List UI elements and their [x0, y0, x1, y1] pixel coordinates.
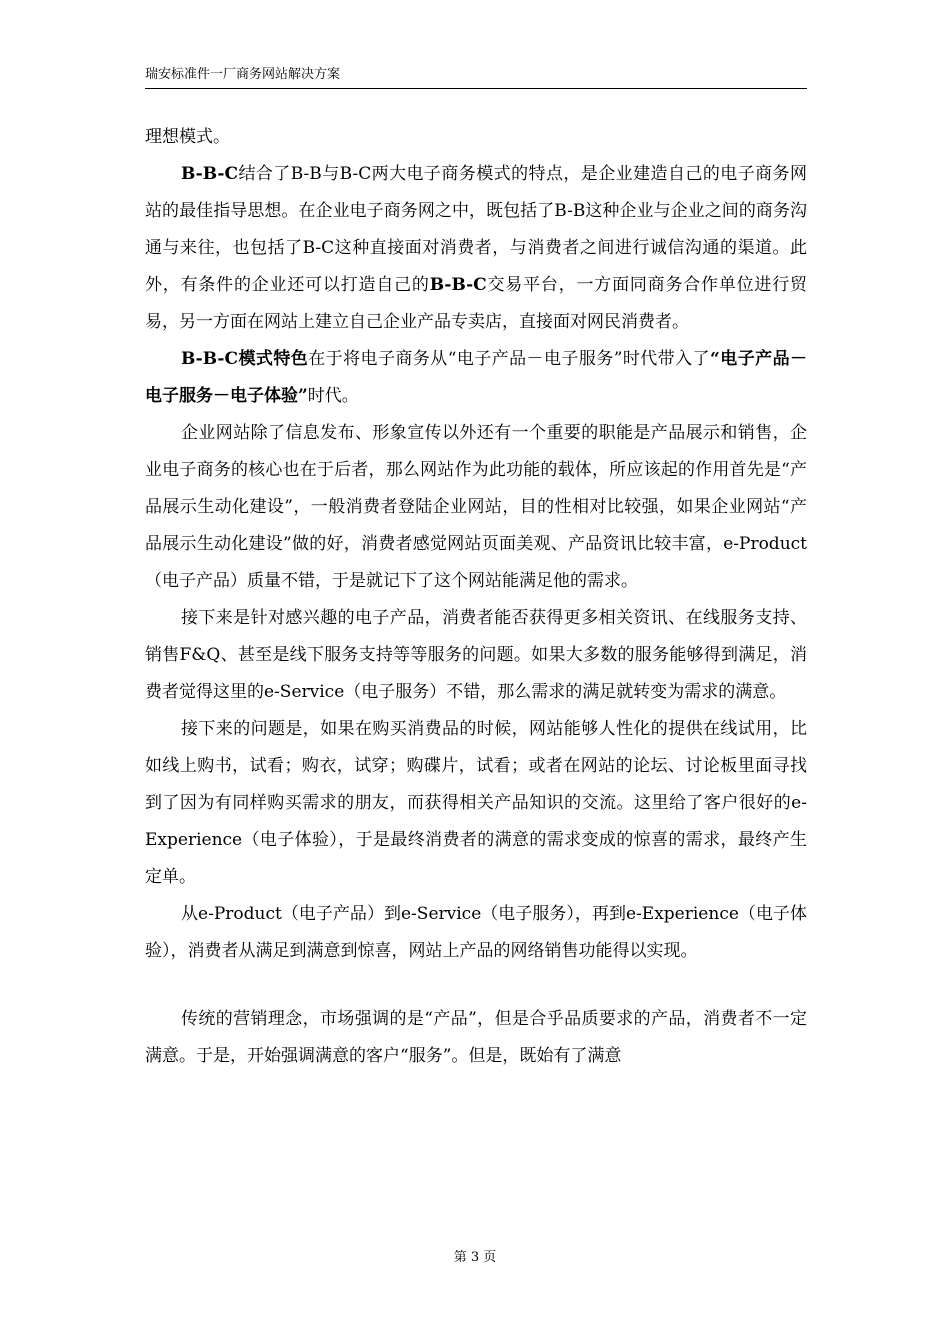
bold-term: B-B-C模式特色	[181, 349, 309, 369]
page-header	[145, 66, 807, 89]
paragraph-text: 交易平台，一方面同商务合作单位进行贸易，另一方面在网站上建立自己企业产品专卖店，直接面对网民消费者。	[145, 275, 808, 332]
bold-term: “电子产品－电子服务－电子体验”	[145, 349, 808, 406]
page-number: 第 3 页	[453, 1250, 497, 1265]
paragraph-continuation: 理想模式。	[145, 127, 230, 147]
paragraph-product-display: 企业网站除了信息发布、形象宣传以外还有一个重要的职能是产品展示和销售，企业电子商务的核心也在于后者，那么网站作为此功能的载体，所应该起的作用首先是“产品展示生动化建设”，一般消费者登陆企业网站，目的性相对比较强，如果企业网站“产品展示生动化建设”做的好，消费者感觉网站页面美观、产品资讯比较丰富，e-Product（电子产品）质量不错，于是就记下了这个网站能满足他的需求。	[145, 423, 807, 591]
paragraph-bbc-intro	[145, 156, 807, 341]
paragraph-text: 在于将电子商务从“电子产品－电子服务”时代带入了	[308, 349, 711, 369]
paragraph-traditional-marketing: 传统的营销理念，市场强调的是“产品”，但是合乎品质要求的产品，消费者不一定满意。于是，开始强调满意的客户“服务”。但是，既始有了满意	[145, 1009, 807, 1066]
bold-term: B-B-C	[181, 164, 239, 184]
paragraph-e-service: 接下来是针对感兴趣的电子产品，消费者能否获得更多相关资讯、在线服务支持、销售F&Q、甚至是线下服务支持等等服务的问题。如果大多数的服务能够得到满足，消费者觉得这里的e-Service（电子服务）不错，那么需求的满足就转变为需求的满意。	[145, 608, 807, 702]
paragraph-bbc-feature	[145, 341, 807, 415]
paragraph-text: 时代。	[307, 386, 359, 406]
blank-line	[145, 970, 807, 1001]
document-body	[145, 119, 807, 1075]
document-title: 瑞安标准件一厂商务网站解决方案	[145, 67, 341, 82]
paragraph-e-experience: 接下来的问题是，如果在购买消费品的时候，网站能够人性化的提供在线试用，比如线上购书，试看；购衣，试穿；购碟片，试看；或者在网站的论坛、讨论板里面寻找到了因为有同样购买需求的朋友，而获得相关产品知识的交流。这里给了客户很好的e-Experience（电子体验），于是最终消费者的满意的需求变成的惊喜的需求，最终产生定单。	[145, 719, 807, 887]
paragraph-text: 结合了B-B与B-C两大电子商务模式的特点，是企业建造自己的电子商务网站的最佳指导思想。在企业电子商务网之中，既包括了B-B这种企业与企业之间的商务沟通与来往，也包括了B-C这种直接面对消费者，与消费者之间进行诚信沟通的渠道。此外，有条件的企业还可以打造自己的	[145, 164, 807, 295]
paragraph-summary: 从e-Product（电子产品）到e-Service（电子服务），再到e-Experience（电子体验），消费者从满足到满意到惊喜，网站上产品的网络销售功能得以实现。	[145, 904, 807, 961]
bold-term: B-B-C	[429, 275, 487, 295]
page-footer	[0, 1249, 950, 1267]
